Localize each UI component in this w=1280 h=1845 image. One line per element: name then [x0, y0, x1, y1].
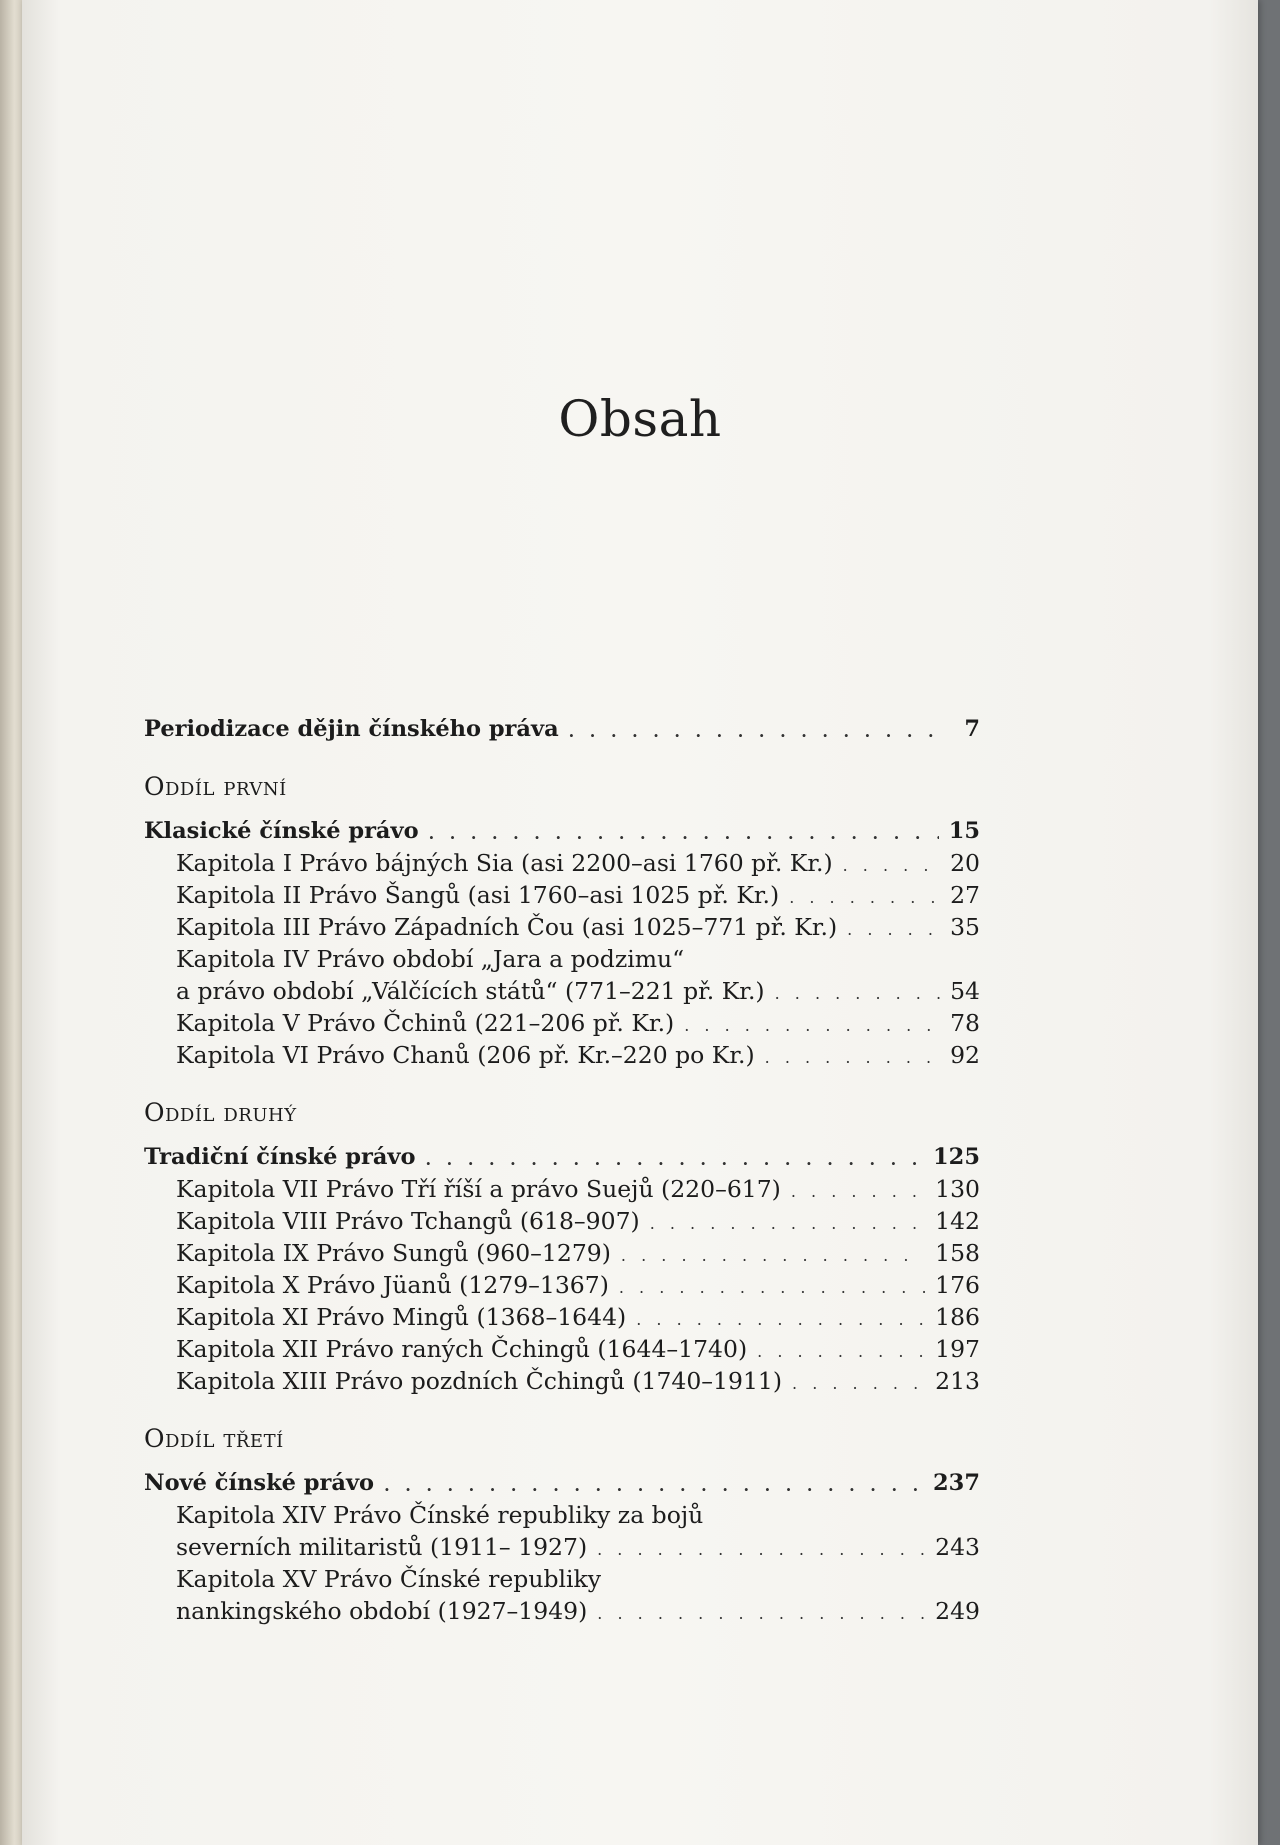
- toc-entry-label: Kapitola XII Právo raných Čchingů (1644–1740): [176, 1335, 748, 1363]
- toc-entry-label: a právo období „Válčících států“ (771–221 př. Kr.): [176, 977, 765, 1005]
- toc-page-number: 35: [950, 913, 980, 941]
- section-heading-1: Oddíl první: [144, 772, 287, 801]
- section-heading-3: Oddíl třetí: [144, 1424, 284, 1453]
- toc-entry-label: severních militaristů (1911– 1927): [176, 1533, 588, 1561]
- toc-entry-label: Kapitola III Právo Západních Čou (asi 1025–771 př. Kr.): [176, 913, 838, 941]
- toc-entry-label: Kapitola VIII Právo Tchangů (618–907): [176, 1207, 640, 1235]
- dot-leader: [789, 891, 940, 905]
- toc-page-number: 158: [935, 1239, 980, 1267]
- toc-chapter: [144, 1007, 980, 1039]
- toc-page-number: 142: [935, 1207, 980, 1235]
- toc-page-number: 186: [935, 1303, 980, 1331]
- toc-page-number: 130: [935, 1175, 980, 1203]
- dot-leader: [619, 1281, 925, 1295]
- toc-page-number: 20: [950, 849, 980, 877]
- toc-entry-label: nankingského období (1927–1949): [176, 1597, 588, 1625]
- toc-page-number: 125: [933, 1144, 980, 1170]
- toc-page-number: 92: [950, 1041, 980, 1069]
- toc-page-number: 7: [964, 716, 980, 742]
- toc-entry-label: Klasické čínské právo: [144, 818, 419, 844]
- dot-leader: [765, 1051, 940, 1065]
- toc-entry-label: Kapitola VII Právo Tří říší a právo Suejů (220–617): [176, 1175, 781, 1203]
- dot-leader: [384, 1479, 923, 1493]
- dot-leader: [757, 1345, 925, 1359]
- dot-leader: [636, 1313, 925, 1327]
- toc-entry-label: Kapitola XI Právo Mingů (1368–1644): [176, 1303, 627, 1331]
- toc-chapter-first-line: Kapitola XV Právo Čínské republiky: [176, 1565, 602, 1593]
- toc-chapter: [144, 879, 980, 911]
- toc-chapter: [144, 1205, 980, 1237]
- toc-chapter: [144, 1269, 980, 1301]
- toc-chapter: [144, 911, 980, 943]
- toc-page-number: 249: [935, 1597, 980, 1625]
- toc-entry-label: Periodizace dějin čínského práva: [144, 716, 559, 742]
- toc-chapter: [144, 1237, 980, 1269]
- table-of-contents: [144, 713, 980, 1627]
- toc-chapter: [144, 1365, 980, 1397]
- dot-leader: [843, 859, 940, 873]
- toc-page-number: 213: [935, 1367, 980, 1395]
- toc-chapter-first-line: Kapitola IV Právo období „Jara a podzimu“: [176, 945, 685, 973]
- toc-chapter-first-line: Kapitola XIV Právo Čínské republiky za bojů: [176, 1501, 704, 1529]
- toc-entry-label: Kapitola I Právo bájných Sia (asi 2200–asi 1760 př. Kr.): [176, 849, 833, 877]
- dot-leader: [597, 1543, 925, 1557]
- toc-entry-label: Nové čínské právo: [144, 1470, 375, 1496]
- toc-entry-label: Kapitola V Právo Čchinů (221–206 př. Kr.): [176, 1009, 675, 1037]
- toc-chapter: [144, 1301, 980, 1333]
- dot-leader: [684, 1019, 940, 1033]
- toc-entry-front: [144, 713, 980, 745]
- toc-page-number: 27: [950, 881, 980, 909]
- toc-entry-label: Kapitola IX Právo Sungů (960–1279): [176, 1239, 611, 1267]
- toc-chapter: [144, 1531, 980, 1563]
- toc-chapter: [144, 847, 980, 879]
- toc-entry-label: Kapitola X Právo Jüanů (1279–1367): [176, 1271, 609, 1299]
- toc-chapter: [144, 975, 980, 1007]
- dot-leader: [847, 923, 940, 937]
- dot-leader: [597, 1607, 925, 1621]
- toc-page-number: 78: [950, 1009, 980, 1037]
- toc-entry-label: Kapitola XIII Právo pozdních Čchingů (1740–1911): [176, 1367, 783, 1395]
- toc-chapter: [144, 1333, 980, 1365]
- toc-page-number: 176: [935, 1271, 980, 1299]
- toc-part-3: [144, 1467, 980, 1499]
- toc-part-1: [144, 815, 980, 847]
- section-heading-2: Oddíl druhý: [144, 1098, 297, 1127]
- dot-leader: [569, 725, 940, 739]
- toc-chapter: [144, 1173, 980, 1205]
- toc-page-number: 15: [948, 818, 980, 844]
- toc-entry-label: Kapitola VI Právo Chanů (206 př. Kr.–220 po Kr.): [176, 1041, 755, 1069]
- dot-leader: [792, 1377, 925, 1391]
- dot-leader: [426, 1153, 924, 1167]
- toc-chapter: [144, 1595, 980, 1627]
- toc-part-2: [144, 1141, 980, 1173]
- toc-page-number: 197: [935, 1335, 980, 1363]
- toc-page-number: 237: [933, 1470, 980, 1496]
- dot-leader: [621, 1249, 925, 1263]
- toc-entry-label: Kapitola II Právo Šangů (asi 1760–asi 1025 př. Kr.): [176, 881, 780, 909]
- dot-leader: [791, 1185, 925, 1199]
- toc-page-number: 54: [950, 977, 980, 1005]
- dot-leader: [650, 1217, 925, 1231]
- page-title: Obsah: [558, 390, 722, 448]
- toc-page-number: 243: [935, 1533, 980, 1561]
- dot-leader: [429, 827, 939, 841]
- toc-chapter: [144, 1039, 980, 1071]
- dot-leader: [775, 987, 940, 1001]
- book-page: [22, 0, 1258, 1845]
- toc-entry-label: Tradiční čínské právo: [144, 1144, 416, 1170]
